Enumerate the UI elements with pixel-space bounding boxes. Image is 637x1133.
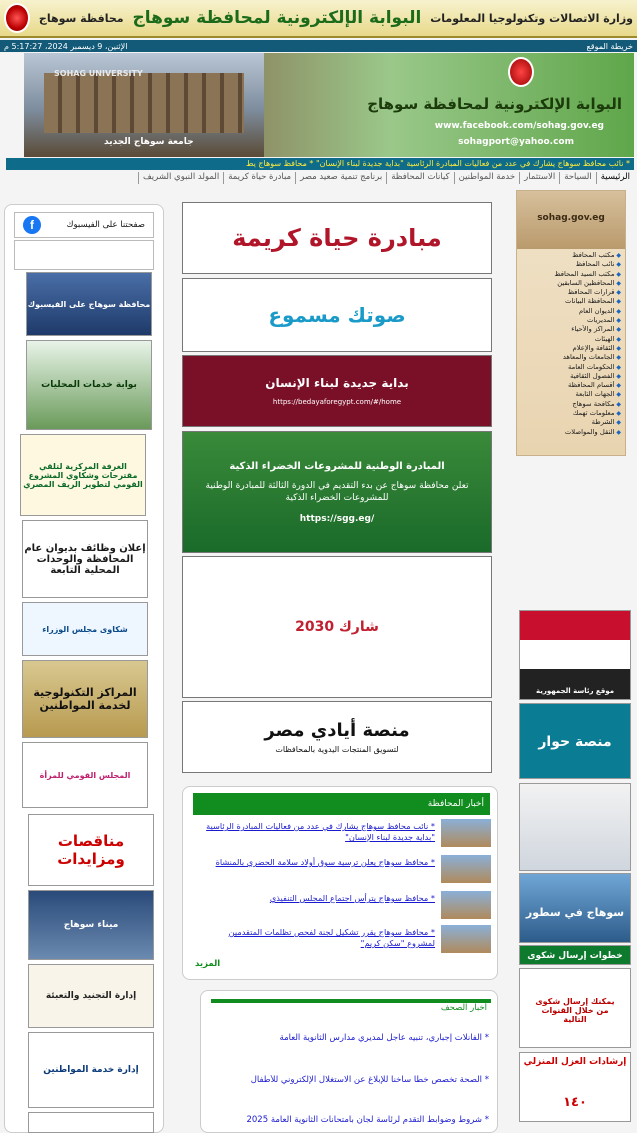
university-building [44,73,244,133]
menu-upper-egypt[interactable]: برنامج تنمية صعيد مصر [295,172,386,184]
more-banner[interactable] [28,1112,154,1133]
news-link[interactable]: * محافظ سوهاج يقرر تشكيل لجنة لفحص تظلمات المتقدمين لمشروع "سكن كريم" [228,927,435,948]
hayah-karima-banner[interactable]: مبادرة حياة كريمة [182,202,492,274]
sidebar-item[interactable]: ◆ الحكومات العامة [517,363,621,372]
governorate-logo-icon [4,3,30,33]
menu-home[interactable]: الرئيسية [596,172,634,184]
news-thumbnail [441,891,491,919]
sidebar-item[interactable]: ◆ مكافحة سوهاج [517,400,621,409]
tech-centers-banner[interactable]: المراكز التكنولوجية لخدمة المواطنين [22,660,148,738]
ayady-title: منصة أيادي مصر [264,720,410,741]
ayady-misr-banner[interactable] [182,701,492,773]
press-link[interactable]: * شروط وضوابط التقدم لرئاسة لجان بامتحانات الثانوية العامة 2025 [246,1115,489,1125]
president-banner[interactable] [519,610,631,700]
main-menu [4,172,634,184]
jobs-banner[interactable]: إعلان وظائف بديوان عام المحافظة والوحدات المحلية التابعة [22,520,148,598]
governorate-name: محافظة سوهاج [38,11,124,25]
sidebar-item[interactable]: ◆ الشرطة [517,418,621,427]
portal-title: البوابة الإلكترونية لمحافظة سوهاج [132,8,422,28]
news-thumbnail [441,925,491,953]
sitemap-link[interactable]: خريطة الموقع [586,41,633,51]
facebook-icon: f [23,216,41,234]
sidebar-item[interactable]: ◆ المحافظين السابقين [517,279,621,288]
sidebar-item[interactable]: ◆ الثقافة والإعلام [517,344,621,353]
news-link[interactable]: * نائب محافظ سوهاج يشارك في عدد من فعاليات المبادرة الرئاسية "بداية جديدة لبناء الإنسان" [206,821,435,842]
home-isolation-label: إرشادات العزل المنزلي [523,1057,627,1067]
hewar-banner[interactable] [519,703,631,779]
local-services-banner[interactable]: بوابة خدمات المحليات [26,340,152,430]
news-link[interactable]: * محافظ سوهاج يعلن ترسية سوق أولاد سلامة الحضري بالمنشاة [215,857,435,867]
sohag-port-banner[interactable]: ميناء سوهاج [28,890,154,960]
president-label: موقع رئاسة الجمهورية [535,687,615,695]
right-sidebar [516,190,626,456]
ministry-name: وزارة الاتصالات وتكنولوجيا المعلومات [430,11,633,25]
menu-investment[interactable]: الاستثمار [519,172,559,184]
sidebar-item[interactable]: ◆ قرارات المحافظ [517,288,621,297]
campus-caption: جامعة سوهاج الجديد [104,137,194,147]
sgg-url: https://sgg.eg/ [299,513,375,524]
sohag-lines-label: سوهاج في سطور [525,906,625,919]
sohag-lines-banner[interactable] [519,873,631,943]
women-council-banner[interactable]: المجلس القومي للمرأة [22,742,148,808]
header-portal-text: البوابة الإلكترونية لمحافظة سوهاج [367,95,622,113]
bedaya-url: https://bedayaforegypt.com/#/home [272,398,402,406]
sidebar-item[interactable]: ◆ المراكز والأحياء [517,325,621,334]
cabinet-complaints-banner[interactable]: شكاوى مجلس الوزراء [22,602,148,656]
menu-entities[interactable]: كيانات المحافظة [386,172,453,184]
header-facebook: www.facebook.com/sohag.gov.eg [434,121,604,131]
news-item[interactable] [197,819,491,847]
menu-tourism[interactable]: السياحة [559,172,596,184]
bedaya-banner[interactable] [182,355,492,427]
sidebar-item[interactable]: ◆ نائب المحافظ [517,260,621,269]
complaint-text: يمكنك إرسال شكوى من خلال القنوات التالية [535,997,615,1024]
news-header: أخبار المحافظة [193,793,490,815]
sidebar-item[interactable]: ◆ الجهات التابعة [517,390,621,399]
header-logo-icon [508,57,534,87]
sidebar-item[interactable]: ◆ الفصول الثقافية [517,372,621,381]
governorate-news-box [182,786,498,980]
governorate-seal: sohag.gov.eg [517,191,625,249]
sidebar-item[interactable]: ◆ مكتب السيد المحافظ [517,270,621,279]
green-projects-banner[interactable] [182,431,492,553]
press-link[interactable]: * الصحة تخصص خطا ساخنا للإبلاغ عن الاستغلال الإلكتروني للأطفال [250,1075,489,1085]
tenders-banner[interactable]: مناقصات ومزايدات [28,814,154,886]
sidebar-item[interactable]: ◆ الديوان العام [517,307,621,316]
sidebar-item[interactable]: ◆ مكتب المحافظ [517,251,621,260]
date-bar [0,40,637,52]
sharek-banner[interactable]: شارك 2030 [182,556,492,698]
ayady-subtitle: لتسويق المنتجات اليدوية بالمحافظات [275,745,399,754]
recruitment-banner[interactable]: إدارة التجنيد والتعبئة [28,964,154,1028]
facebook-label: صفحتنا على الفيسبوك [66,220,145,230]
press-link[interactable]: * الفانلات إجباري، تنبيه عاجل لمديري مدارس الثانوية العامة [279,1033,489,1043]
news-item[interactable] [197,925,491,953]
sidebar-item[interactable]: ◆ معلومات تهمك [517,409,621,418]
news-item[interactable] [197,891,491,919]
news-item[interactable] [197,855,491,883]
sidebar-menu [517,249,625,437]
sidebar-item[interactable]: ◆ النقل والمواصلات [517,428,621,437]
current-date: الإثنين، 9 ديسمبر 2024، 5:17:27 م [4,41,128,51]
bedaya-title: بداية جديدة لبناء الإنسان [265,376,409,390]
news-more-link[interactable]: المزيد [195,959,221,969]
press-news-box [200,990,498,1133]
facebook-embed [14,240,154,270]
news-thumbnail [441,819,491,847]
menu-hayah-karima[interactable]: مبادرة حياة كريمة [223,172,295,184]
sidebar-item[interactable]: ◆ الهيئات [517,335,621,344]
sotak-masmoa-banner[interactable]: صوتك مسموع [182,278,492,352]
sidebar-item[interactable]: ◆ المحافظة البيانات [517,297,621,306]
site-header [24,53,634,157]
sgg-body: تعلن محافظة سوهاج عن بدء التقديم في الدورة الثالثة للمبادرة الوطنية للمشروعات الخضراء الذكية [205,480,469,503]
central-room-banner[interactable]: الغرفة المركزية لتلقي مقترحات وشكاوي المشروع القومي لتطوير الريف المصري [20,434,146,516]
home-isolation-banner[interactable] [519,1052,631,1122]
menu-citizen-service[interactable]: خدمة المواطنين [454,172,520,184]
hotline-number: ١٤٠ [563,1095,587,1110]
citizen-service-banner[interactable]: إدارة خدمة المواطنين [28,1032,154,1108]
facebook-banner[interactable]: محافظة سوهاج على الفيسبوك [26,272,152,336]
header-email: sohagport@yahoo.com [458,137,574,147]
complaint-banner[interactable] [519,968,631,1048]
sohag-guide-banner[interactable] [519,783,631,871]
university-label: SOHAG UNIVERSITY [54,69,143,78]
hewar-label: منصة حوار [538,734,612,750]
news-thumbnail [441,855,491,883]
sgg-title: المبادرة الوطنية للمشروعات الخضراء الذكية [229,460,445,472]
news-link[interactable]: * محافظ سوهاج يترأس اجتماع المجلس التنفيذي [269,893,435,903]
top-banner [0,0,637,38]
press-header: أخبار الصحف [211,999,491,1013]
campus-image [24,53,264,157]
sidebar-item[interactable]: ◆ المديريات [517,316,621,325]
sidebar-item[interactable]: ◆ أقسام المحافظة [517,381,621,390]
complaint-steps-header[interactable]: خطوات إرسال شكوى [519,945,631,965]
sidebar-item[interactable]: ◆ الجامعات والمعاهد [517,353,621,362]
menu-mawlid[interactable]: المولد النبوي الشريف [138,172,223,184]
news-ticker[interactable]: * نائب محافظ سوهاج يشارك في عدد من فعاليات المبادرة الرئاسية "بداية جديدة لبناء الإنسان" * محافظ سوهاج يط [6,158,634,170]
facebook-widget[interactable] [14,212,154,238]
